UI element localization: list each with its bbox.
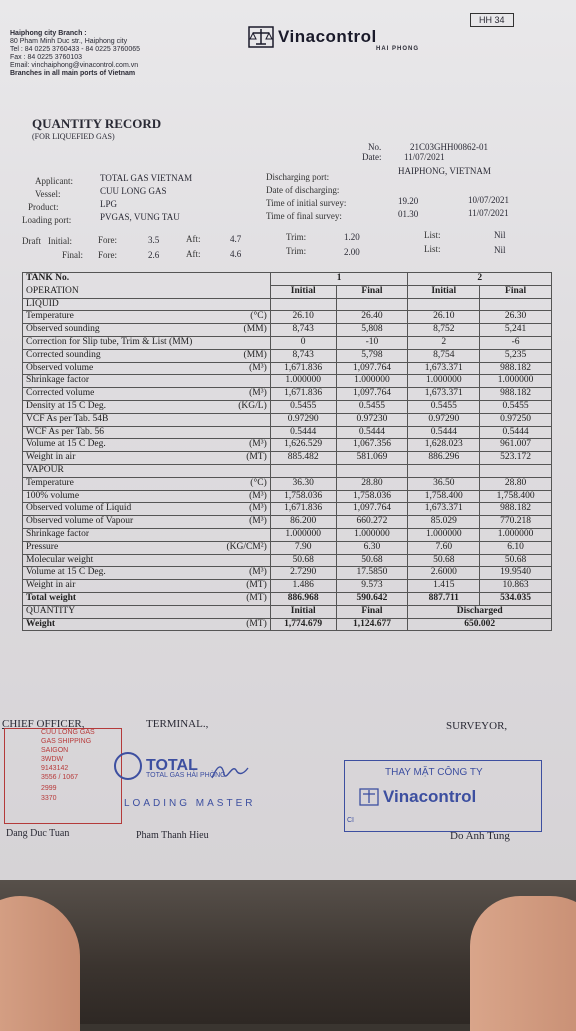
branch-line: Tel : 84 0225 3760433 - 84 0225 3760065 xyxy=(10,46,141,53)
cell-value: 1.000000 xyxy=(270,375,336,388)
cell-value: 581.069 xyxy=(336,452,408,465)
row-label: Shrinkage factor xyxy=(23,375,213,388)
cell-value xyxy=(408,298,480,311)
cell-value: 961.007 xyxy=(480,439,552,452)
cell-value: 1,097.764 xyxy=(336,388,408,401)
fore-label-2: Fore: xyxy=(98,250,117,260)
draft-final-label: Final: xyxy=(62,250,84,260)
final-survey-date: 11/07/2021 xyxy=(468,208,509,218)
aft-label-2: Aft: xyxy=(186,249,201,259)
cell-value: 1.000000 xyxy=(336,528,408,541)
cell-value: 50.68 xyxy=(270,554,336,567)
tank-1-final-header: Final xyxy=(336,285,408,298)
table-row xyxy=(23,528,552,541)
row-label: Weight in air xyxy=(23,452,213,465)
surveyor-stamp xyxy=(344,760,542,832)
row-label: WCF As per Tab. 56 xyxy=(23,426,213,439)
row-unit: (MM) xyxy=(212,349,270,362)
row-label: Weight in air xyxy=(23,580,213,593)
cell-value: 1,758.400 xyxy=(480,490,552,503)
initial-survey-label: Time of initial survey: xyxy=(266,198,347,208)
product-value: LPG xyxy=(100,199,118,209)
total-name: TOTAL xyxy=(146,757,198,774)
row-label: Corrected volume xyxy=(23,388,213,401)
cell-value: 8,752 xyxy=(408,324,480,337)
row-label: Temperature xyxy=(23,311,213,324)
cell-value: 1.415 xyxy=(408,580,480,593)
cell-value: 7.90 xyxy=(270,541,336,554)
discharged-value: 650.002 xyxy=(408,618,552,631)
stamp-line: CUU LONG GAS xyxy=(41,729,95,736)
tank-2-header: 2 xyxy=(408,273,552,286)
table-row xyxy=(23,541,552,554)
quantity-final: 1,124.677 xyxy=(336,618,408,631)
tank-no-label: TANK No. xyxy=(23,273,271,286)
surveyor-label: SURVEYOR, xyxy=(446,720,508,732)
vessel-label: Vessel: xyxy=(35,189,61,199)
document-code: HH 34 xyxy=(470,13,514,27)
cell-value xyxy=(336,464,408,477)
final-aft: 4.6 xyxy=(230,249,242,259)
row-label: VCF As per Tab. 54B xyxy=(23,413,213,426)
cell-value xyxy=(270,464,336,477)
branch-line: Email: vinchaiphong@vinacontrol.com.vn xyxy=(10,62,139,69)
draft-label: Draft xyxy=(22,236,41,246)
stamp-line: 3WDW xyxy=(41,756,64,763)
fore-label: Fore: xyxy=(98,235,117,245)
cell-value: 1,673.371 xyxy=(408,388,480,401)
discharging-port-label: Discharging port: xyxy=(266,172,330,182)
cell-value: 36.50 xyxy=(408,477,480,490)
initial-list: Nil xyxy=(494,230,506,240)
cell-value: 8,743 xyxy=(270,349,336,362)
cell-value: 0.97290 xyxy=(408,413,480,426)
weight-unit: (MT) xyxy=(212,618,270,631)
quantity-label: QUANTITY xyxy=(23,605,271,618)
row-unit xyxy=(212,298,270,311)
cell-value: 36.30 xyxy=(270,477,336,490)
cell-value: 1,067.356 xyxy=(336,439,408,452)
record-date-label: Date: xyxy=(362,152,382,162)
date-discharging-label: Date of discharging: xyxy=(266,185,340,195)
cell-value: 1,758.036 xyxy=(336,490,408,503)
row-unit: (M³) xyxy=(212,567,270,580)
quantity-table-body xyxy=(23,273,552,606)
table-header-row xyxy=(23,273,552,286)
cell-value: 0.5444 xyxy=(480,426,552,439)
cell-value: 523.172 xyxy=(480,452,552,465)
table-row xyxy=(23,452,552,465)
cell-value: 0.5455 xyxy=(270,400,336,413)
cell-value: 1.000000 xyxy=(480,375,552,388)
final-survey-time: 01.30 xyxy=(398,209,419,219)
loading-port-label: Loading port: xyxy=(22,215,72,225)
branch-line: Fax : 84 0225 3760103 xyxy=(10,54,83,61)
row-unit xyxy=(212,336,270,349)
row-label: Temperature xyxy=(23,477,213,490)
cell-value: 85.029 xyxy=(408,516,480,529)
row-label: Volume at 15 C Deg. xyxy=(23,567,213,580)
vessel-stamp xyxy=(4,728,122,824)
surveyor-name: Do Anh Tung xyxy=(450,830,510,842)
surveyor-stamp-name: Vinacontrol xyxy=(383,787,477,806)
cell-value: 50.68 xyxy=(480,554,552,567)
cell-value: 660.272 xyxy=(336,516,408,529)
page-subtitle: (FOR LIQUEFIED GAS) xyxy=(32,132,115,141)
cell-value: 988.182 xyxy=(480,362,552,375)
cell-value: 17.5850 xyxy=(336,567,408,580)
cell-value: 5,241 xyxy=(480,324,552,337)
row-label: Observed sounding xyxy=(23,324,213,337)
tank-2-initial-header: Initial xyxy=(408,285,480,298)
record-no-label: No. xyxy=(368,142,382,152)
table-row xyxy=(23,336,552,349)
stamp-line: 3370 xyxy=(41,795,57,802)
cell-value: 28.80 xyxy=(480,477,552,490)
trim-label: Trim: xyxy=(286,232,307,242)
cell-value: -6 xyxy=(480,336,552,349)
table-row xyxy=(23,580,552,593)
branch-info xyxy=(10,30,140,78)
table-row xyxy=(23,349,552,362)
cell-value: 19.9540 xyxy=(480,567,552,580)
table-row xyxy=(23,592,552,605)
cell-value: 1,097.764 xyxy=(336,362,408,375)
terminal-name: Pham Thanh Hieu xyxy=(136,830,209,841)
cell-value: 0 xyxy=(270,336,336,349)
row-label: Observed volume of Liquid xyxy=(23,503,213,516)
row-label: LIQUID xyxy=(23,298,213,311)
cell-value: 1,626.529 xyxy=(270,439,336,452)
total-logo-icon xyxy=(114,752,142,780)
quantity-summary-values xyxy=(23,618,552,631)
aft-label: Aft: xyxy=(186,234,201,244)
discharged-label: Discharged xyxy=(408,605,552,618)
table-subheader-row xyxy=(23,285,552,298)
initial-survey-time: 19.20 xyxy=(398,196,419,206)
table-row xyxy=(23,516,552,529)
cell-value: 0.5455 xyxy=(480,400,552,413)
cell-value: 5,235 xyxy=(480,349,552,362)
row-label: Shrinkage factor xyxy=(23,528,213,541)
stamp-line: SAIGON xyxy=(41,747,69,754)
row-unit: (M³) xyxy=(212,503,270,516)
product-label: Product: xyxy=(28,202,59,212)
cell-value: 0.5444 xyxy=(270,426,336,439)
row-unit: (KG/L) xyxy=(212,400,270,413)
table-row xyxy=(23,362,552,375)
cell-value: 1,671.836 xyxy=(270,362,336,375)
cell-value: 0.5444 xyxy=(336,426,408,439)
cell-value: 1,673.371 xyxy=(408,362,480,375)
right-foot xyxy=(470,896,576,1031)
cell-value xyxy=(336,298,408,311)
cell-value: 1,671.836 xyxy=(270,503,336,516)
applicant-label: Applicant: xyxy=(35,176,73,186)
loading-master-label: LOADING MASTER xyxy=(124,798,256,809)
row-unit: (M³) xyxy=(212,490,270,503)
quantity-table xyxy=(22,272,552,631)
logo-name: Vinacontrol xyxy=(278,27,377,46)
table-row xyxy=(23,388,552,401)
row-label: 100% volume xyxy=(23,490,213,503)
row-unit: (°C) xyxy=(212,311,270,324)
cell-value: 1,758.400 xyxy=(408,490,480,503)
row-unit: (MT) xyxy=(212,452,270,465)
cell-value: 0.97250 xyxy=(480,413,552,426)
cell-value: 8,743 xyxy=(270,324,336,337)
stamp-line: 2999 xyxy=(41,785,57,792)
row-label: Corrected sounding xyxy=(23,349,213,362)
row-unit xyxy=(212,426,270,439)
cell-value: 50.68 xyxy=(408,554,480,567)
cell-value xyxy=(408,464,480,477)
cell-value: 770.218 xyxy=(480,516,552,529)
cell-value: 1,758.036 xyxy=(270,490,336,503)
cell-value: 885.482 xyxy=(270,452,336,465)
row-unit: (MT) xyxy=(212,592,270,605)
row-unit: (M³) xyxy=(212,388,270,401)
list-label-2: List: xyxy=(424,244,441,254)
table-row xyxy=(23,375,552,388)
table-row xyxy=(23,554,552,567)
table-row xyxy=(23,324,552,337)
cell-value: 26.40 xyxy=(336,311,408,324)
table-row xyxy=(23,311,552,324)
cell-value: 9.573 xyxy=(336,580,408,593)
quantity-summary xyxy=(23,605,552,631)
table-row xyxy=(23,503,552,516)
tank-1-initial-header: Initial xyxy=(270,285,336,298)
initial-aft: 4.7 xyxy=(230,234,242,244)
initial-survey-date: 10/07/2021 xyxy=(468,195,510,205)
quantity-initial: 1,774.679 xyxy=(270,618,336,631)
row-unit xyxy=(212,464,270,477)
tank-1-header: 1 xyxy=(270,273,408,286)
table-row xyxy=(23,298,552,311)
cell-value: 1.486 xyxy=(270,580,336,593)
branch-line: Branches in all main ports of Vietnam xyxy=(10,70,136,77)
cell-value: 590.642 xyxy=(336,592,408,605)
chief-officer-name: Dang Duc Tuan xyxy=(6,828,70,839)
stamp-line: 3556 / 1067 xyxy=(41,774,78,781)
cell-value: 1.000000 xyxy=(408,528,480,541)
table-row xyxy=(23,567,552,580)
table-row xyxy=(23,439,552,452)
row-label: Volume at 15 C Deg. xyxy=(23,439,213,452)
surveyor-stamp-code: CI xyxy=(347,817,354,824)
row-label: Molecular weight xyxy=(23,554,213,567)
cell-value: 1,671.836 xyxy=(270,388,336,401)
cell-value: 887.711 xyxy=(408,592,480,605)
table-row xyxy=(23,413,552,426)
cell-value: 2 xyxy=(408,336,480,349)
cell-value: 6.10 xyxy=(480,541,552,554)
stamp-line: GAS SHIPPING xyxy=(41,738,92,745)
cell-value: 1.000000 xyxy=(336,375,408,388)
cell-value: 0.97230 xyxy=(336,413,408,426)
cell-value: 50.68 xyxy=(336,554,408,567)
cell-value: 5,808 xyxy=(336,324,408,337)
cell-value: 988.182 xyxy=(480,503,552,516)
row-unit: (MM) xyxy=(212,324,270,337)
vinacontrol-logo xyxy=(248,26,377,48)
table-row xyxy=(23,400,552,413)
row-unit: (M³) xyxy=(212,362,270,375)
cell-value: 10.863 xyxy=(480,580,552,593)
operation-label: OPERATION xyxy=(23,285,271,298)
logo-sub: HAI PHONG xyxy=(376,46,420,52)
row-unit xyxy=(212,375,270,388)
vessel-value: CUU LONG GAS xyxy=(100,186,167,196)
final-fore: 2.6 xyxy=(148,250,160,260)
cell-value: 86.200 xyxy=(270,516,336,529)
initial-fore: 3.5 xyxy=(148,235,160,245)
cell-value: 1.000000 xyxy=(480,528,552,541)
total-sub: TOTAL GAS HẢI PHÒNG xyxy=(146,772,226,779)
cell-value: 0.97290 xyxy=(270,413,336,426)
final-list: Nil xyxy=(494,245,506,255)
cell-value: 534.035 xyxy=(480,592,552,605)
tank-2-final-header: Final xyxy=(480,285,552,298)
cell-value: 26.30 xyxy=(480,311,552,324)
weight-label: Weight xyxy=(23,618,213,631)
stamp-line: 9143142 xyxy=(41,765,69,772)
cell-value: 0.5444 xyxy=(408,426,480,439)
branch-line: Haiphong city Branch : xyxy=(10,30,87,37)
signature-icon xyxy=(210,760,250,784)
cell-value: 988.182 xyxy=(480,388,552,401)
row-unit: (KG/CM²) xyxy=(212,541,270,554)
trim-label-2: Trim: xyxy=(286,246,307,256)
row-unit xyxy=(212,528,270,541)
list-label: List: xyxy=(424,230,441,240)
draft-initial-label: Initial: xyxy=(48,236,72,246)
cell-value: 2.7290 xyxy=(270,567,336,580)
applicant-value: TOTAL GAS VIETNAM xyxy=(100,173,193,183)
row-unit: (M³) xyxy=(212,516,270,529)
surveyor-stamp-logo xyxy=(359,787,476,807)
row-label: Observed volume of Vapour xyxy=(23,516,213,529)
chief-officer-label: CHIEF OFFICER, xyxy=(2,718,85,730)
row-unit: (MT) xyxy=(212,580,270,593)
cell-value: 886.296 xyxy=(408,452,480,465)
final-survey-label: Time of final survey: xyxy=(266,211,342,221)
quantity-summary-header xyxy=(23,605,552,618)
cell-value: 1.000000 xyxy=(408,375,480,388)
cell-value xyxy=(480,298,552,311)
cell-value: 1,097.764 xyxy=(336,503,408,516)
row-label: Total weight xyxy=(23,592,213,605)
table-row xyxy=(23,426,552,439)
cell-value xyxy=(480,464,552,477)
row-label: Density at 15 C Deg. xyxy=(23,400,213,413)
cell-value: 6.30 xyxy=(336,541,408,554)
cell-value: 1.000000 xyxy=(270,528,336,541)
cell-value: 1,673.371 xyxy=(408,503,480,516)
quantity-initial-label: Initial xyxy=(270,605,336,618)
page-title: QUANTITY RECORD xyxy=(32,116,162,131)
row-label: Pressure xyxy=(23,541,213,554)
row-unit xyxy=(212,554,270,567)
row-label: Correction for Slip tube, Trim & List (MM) xyxy=(23,336,213,349)
table-row xyxy=(23,464,552,477)
cell-value: 26.10 xyxy=(270,311,336,324)
row-label: Observed volume xyxy=(23,362,213,375)
initial-trim: 1.20 xyxy=(344,232,360,242)
cell-value: 8,754 xyxy=(408,349,480,362)
cell-value: 0.5455 xyxy=(408,400,480,413)
surveyor-stamp-top: THAY MẶT CÔNG TY xyxy=(385,767,483,778)
cell-value xyxy=(270,298,336,311)
discharging-port-value: HAIPHONG, VIETNAM xyxy=(398,166,491,176)
table-row xyxy=(23,477,552,490)
record-no: 21C03GHH00862-01 xyxy=(410,142,488,152)
cell-value: 0.5455 xyxy=(336,400,408,413)
cell-value: 7.60 xyxy=(408,541,480,554)
row-unit: (°C) xyxy=(212,477,270,490)
final-trim: 2.00 xyxy=(344,247,360,257)
cell-value: 886.968 xyxy=(270,592,336,605)
record-date: 11/07/2021 xyxy=(404,152,445,162)
quantity-final-label: Final xyxy=(336,605,408,618)
table-row xyxy=(23,490,552,503)
row-unit xyxy=(212,413,270,426)
terminal-label: TERMINAL., xyxy=(146,718,209,730)
branch-line: 80 Pham Minh Duc str., Haiphong city xyxy=(10,38,128,45)
cell-value: -10 xyxy=(336,336,408,349)
row-unit: (M³) xyxy=(212,439,270,452)
cell-value: 26.10 xyxy=(408,311,480,324)
cell-value: 28.80 xyxy=(336,477,408,490)
cell-value: 1,628.023 xyxy=(408,439,480,452)
loading-port-value: PVGAS, VUNG TAU xyxy=(100,212,180,222)
cell-value: 2.6000 xyxy=(408,567,480,580)
scales-icon xyxy=(359,788,379,806)
cell-value: 5,798 xyxy=(336,349,408,362)
scales-icon xyxy=(248,26,274,48)
row-label: VAPOUR xyxy=(23,464,213,477)
